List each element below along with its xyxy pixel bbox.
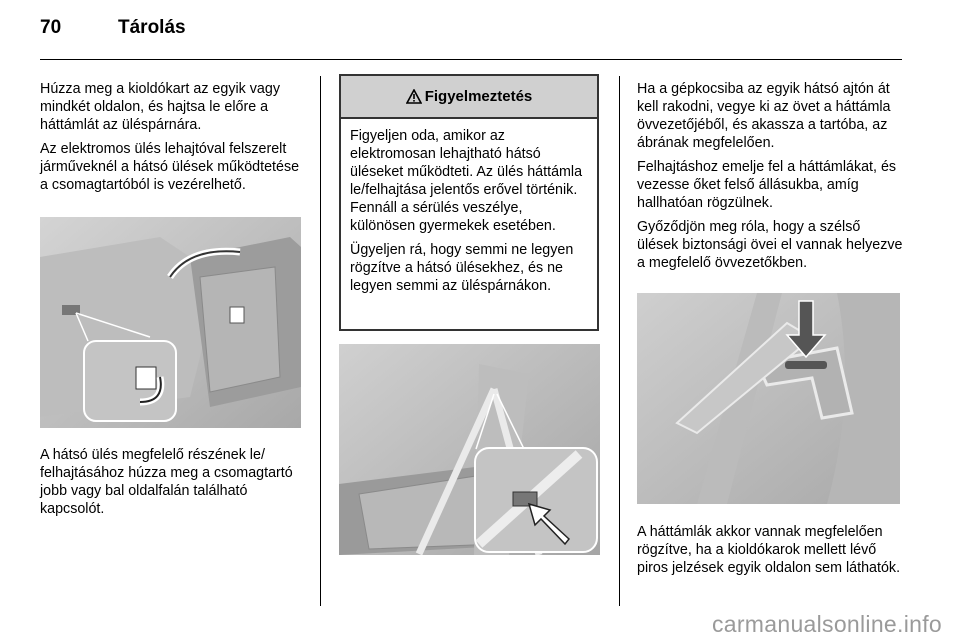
warning-paragraph-1: Figyeljen oda, amikor az elektromosan lehajtható hátsó üléseket működteti. Az ülés háttámla le/felhajtása jelentős erővel történik. Fennáll a sérülés veszélye, különösen gyermekek esetében. [350, 128, 583, 234]
warning-box [339, 74, 599, 331]
col1-paragraph-2: Az elektromos ülés lehajtóval felszerelt járműveknél a hátsó ülések működtetése a csomagtartóból is vezérelhető. [40, 141, 300, 193]
column-divider-left [320, 76, 321, 606]
page-title: Tárolás [118, 17, 186, 38]
column-3-top-text [637, 80, 905, 278]
col1-paragraph-3: A hátsó ülés megfelelő részének le/ felhajtásához húzza meg a csomagtartó jobb vagy bal oldalfalán található kapcsolót. [40, 447, 293, 517]
col3-paragraph-1: Ha a gépkocsiba az egyik hátsó ajtón át kell rakodni, vegye ki az övet a háttámla övvezetőjéből, és akassza a tartóba, az ábrának megfelelően. [637, 81, 891, 151]
col3-paragraph-2: Felhajtáshoz emelje fel a háttámlákat, és vezesse őket felső állásukba, amíg hallhatóan rögzülnek. [637, 159, 897, 211]
figure-seat-switch [40, 217, 301, 428]
column-3-bottom-text [637, 523, 905, 583]
header-rule [40, 59, 902, 60]
warning-paragraph-2: Ügyeljen rá, hogy semmi ne legyen rögzítve a hátsó ülésekhez, és ne legyen semmi az üléspárnákon. [350, 242, 574, 294]
warning-title: Figyelmeztetés [424, 88, 533, 105]
warning-body [341, 119, 597, 295]
col3-paragraph-4: A háttámlák akkor vannak megfelelően rögzítve, ha a kioldókarok mellett lévő piros jelzések egyik oldalon sem láthatók. [637, 524, 901, 576]
warning-triangle-icon [406, 89, 422, 104]
watermark: carmanualsonline.info [711, 611, 942, 637]
page-number: 70 [40, 17, 62, 38]
column-divider-right [619, 76, 620, 606]
col3-paragraph-3: Győződjön meg róla, hogy a szélső ülések biztonsági övei el vannak helyezve a megfelelő övvezetőkben. [637, 219, 903, 271]
warning-header [341, 76, 597, 119]
figure-belt-holder [339, 344, 600, 555]
col1-paragraph-1: Húzza meg a kioldókart az egyik vagy mindkét oldalon, és hajtsa le előre a háttámlát az üléspárnára. [40, 81, 280, 133]
column-1-bottom-text [40, 446, 308, 524]
figure-seat-latch [637, 293, 900, 504]
column-1-top-text [40, 80, 308, 200]
